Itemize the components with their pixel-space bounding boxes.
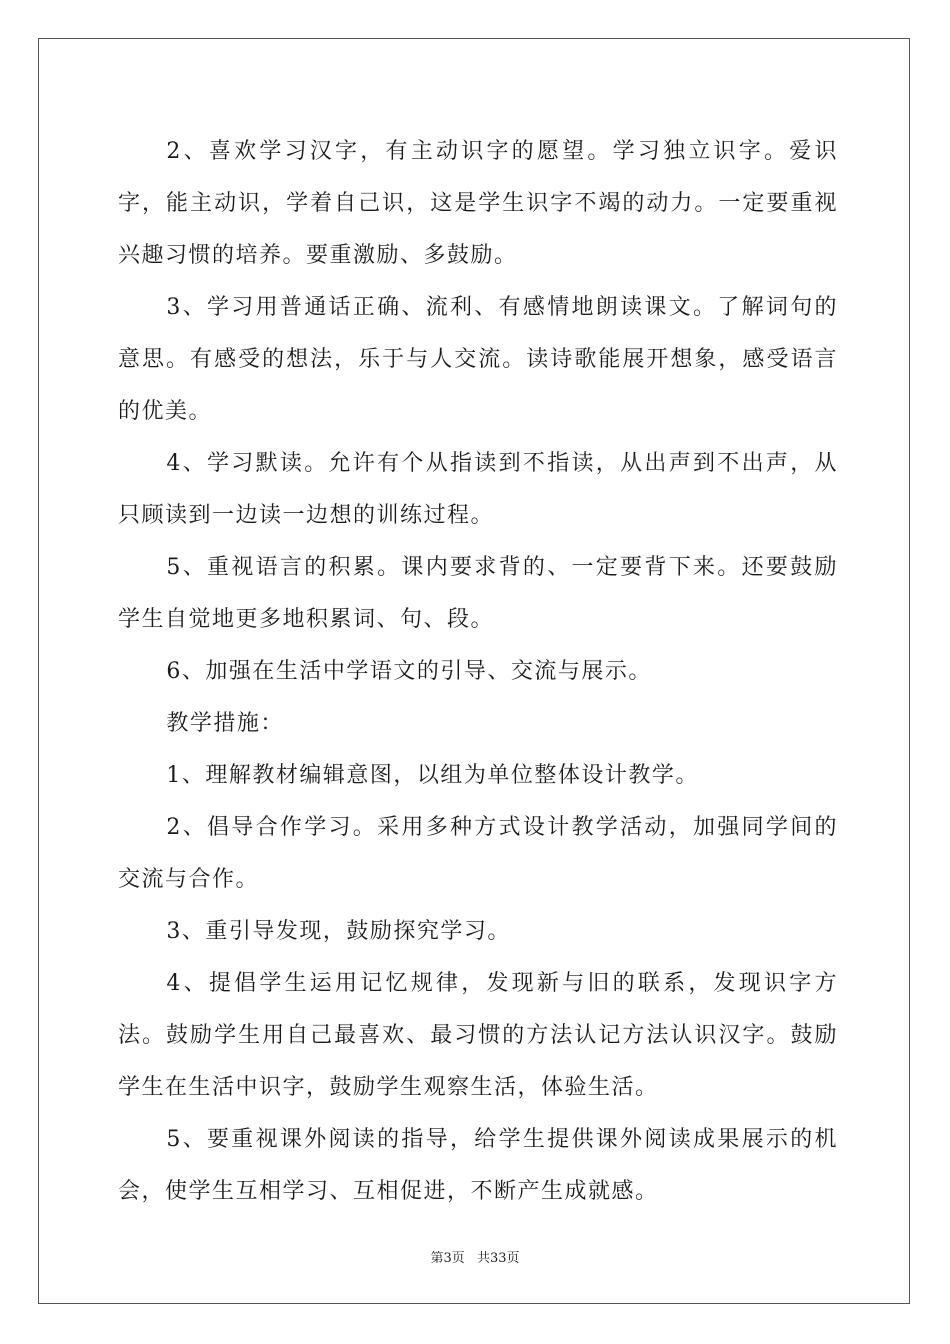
section-heading: 教学措施： [166, 711, 284, 736]
page-footer [0, 1247, 950, 1266]
paragraph: 5、要重视课外阅读的指导，给学生提供课外阅读成果展示的机会，使学生互相学习、互相促进，不断产生成就感。 [118, 1127, 838, 1204]
paragraph: 4、提倡学生运用记忆规律，发现新与旧的联系，发现识字方法。鼓励学生用自己最喜欢、最习惯的方法认记方法认识汉字。鼓励学生在生活中识字，鼓励学生观察生活，体验生活。 [118, 971, 838, 1100]
paragraph: 1、理解教材编辑意图，以组为单位整体设计教学。 [166, 763, 699, 788]
paragraph: 3、学习用普通话正确、流利、有感情地朗读课文。了解词句的意思。有感受的想法，乐于与人交流。读诗歌能展开想象，感受语言的优美。 [118, 295, 838, 424]
paragraph: 5、重视语言的积累。课内要求背的、一定要背下来。还要鼓励学生自觉地更多地积累词、句、段。 [118, 555, 838, 632]
paragraph: 4、学习默读。允许有个从指读到不指读，从出声到不出声，从只顾读到一边读一边想的训练过程。 [118, 451, 838, 528]
paragraph: 2、喜欢学习汉字，有主动识字的愿望。学习独立识字。爱识字，能主动识，学着自己识，这是学生识字不竭的动力。一定要重视兴趣习惯的培养。要重激励、多鼓励。 [118, 139, 838, 268]
current-page-label: 第3页 [430, 1251, 465, 1266]
total-pages-label: 共33页 [476, 1251, 520, 1266]
paragraph: 2、倡导合作学习。采用多种方式设计教学活动，加强同学间的交流与合作。 [118, 815, 838, 892]
paragraph: 3、重引导发现，鼓励探究学习。 [166, 919, 511, 944]
document-body [118, 126, 838, 1218]
paragraph: 6、加强在生活中学语文的引导、交流与展示。 [166, 659, 652, 684]
